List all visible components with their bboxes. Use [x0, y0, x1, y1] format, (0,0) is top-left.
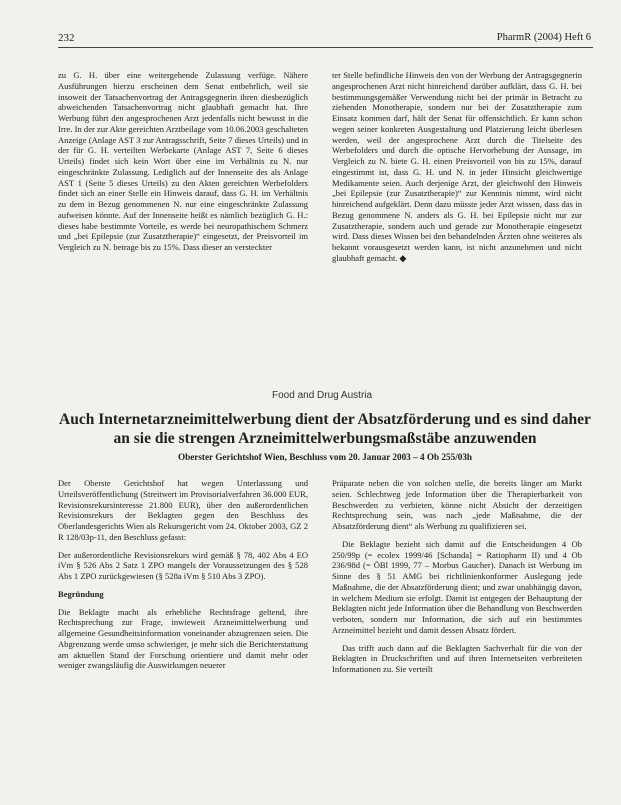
journal-reference: PharmR (2004) Heft 6	[496, 32, 591, 43]
top-left-column	[58, 70, 308, 360]
paragraph-text: ter Stelle befindliche Hinweis den von der Werbung der Antragsgegnerin angesprochenen Arzt nicht hinreichend darüber aufklärt, dass G. H. bei bestimmungsgemäßer Verwendung nicht bei der primär in Betracht zu ziehenden Monotherapie, sondern nur bei der Zusatztherapie zum Einsatz kommen darf, hält der Senat für offensichtlich. Er kann schon wegen seiner konkreten Ausgestaltung und Platzierung leicht überlesen werden, weil der angesprochene Arzt durch die Titelseite des Werbefolders und durch die optische Hervorhebung der Aussage, im Vergleich zu N. biete G. H. einen Preisvorteil von bis zu 15%, darauf eingestimmt ist, dass G. H. und N. in jeder Hinsicht gleichwertige Medikamente seien. Auch derjenige Arzt, der gleichwohl den Hinweis „bei Epilepsie (zur Zusatztherapie)“ zur Kenntnis nimmt, wird nicht hinreichend aufgeklärt. Denn dazu müsste jeder Arzt wissen, dass das in Bezug genommene N. anders als G. H. bei Epilepsie nicht nur zur Zusatztherapie, sondern auch und gerade zur Monotherapie eingesetzt wird. Dass dieses Wissen bei den behandelnden Ärzten ohne weiteres als bekannt vorausgesetzt werden kann, ist nicht anzunehmen und nicht glaubhaft gemacht.	[332, 70, 582, 263]
article-title: Auch Internetarzneimittelwerbung dient der Absatzförderung und es sind daher an sie die strengen Arzneimittelwerbungsmaßstäbe anzuwenden	[59, 411, 591, 447]
paragraph: Das trifft auch dann auf die Beklagten Sachverhalt für die von der Beklagten in Druckschriften und auf ihren Internetseiten verbreiteten Informationen zu. Sie verteilt	[332, 642, 582, 674]
paragraph	[332, 70, 582, 264]
bottom-right-column	[332, 478, 582, 798]
page-number: 232	[58, 32, 75, 44]
section-heading: Begründung	[58, 588, 104, 599]
paragraph: zu G. H. über eine weitergehende Zulassung verfüge. Nähere Ausführungen hierzu erscheinen dem Senat entbehrlich, weil sie insoweit der Tatsachenvortrag der Antragsgegnerin ihren diesbezüglich abweichenden Tatsachenvortrag nicht glaubhaft gemacht hat. Ihre Werbung führt den angesprochenen Arzt jedenfalls nicht bewusst in die Irre. In der zur Akte gereichten Arztbeilage vom 10.06.2003 geschalteten Anzeige (Anlage AST 3 zur Antragsschrift, Seite 7 dieses Urteils) und in der für G. H. verteilten Werbekarte (Anlage AST 7, Seite 6 dieses Urteils) findet sich kein Wort über eine im Verhältnis zu N. nur eingeschränkte Zulassung. Lediglich auf der Innenseite des als Anlage AST 1 (Seite 5 dieses Urteils) zu den Akten gereichten Werbefolders findet sich an einer Stelle ein Hinweis darauf, dass G. H. im Verhältnis zu dem in Bezug genommenen N. nur eine eingeschränkte Zulassung aufweisen könnte. Auf der Innenseite heißt es nämlich bezüglich G. H.: dieses habe bestimmte Vorteile, es werde bei neuropathischem Schmerz und „bei Epilepsie (zur Zusatztherapie)“ eingesetzt, der Preisvorteil im Vergleich zu N. betrage bis zu 15%. Dass dieser an versteckter	[58, 70, 308, 252]
paragraph: Präparate neben die von solchen stelle, die bereits länger am Markt seien. Schlechtweg jede Information über die Therapierbarkeit von Beschwerden zu verbieten, könne nicht Absicht der derzeitigen Rechtsprechung sein, was nach „jede Maßnahme, die der Absatzförderung dient“ als Werbung zu qualifizieren sei.	[332, 478, 582, 531]
paragraph: Die Beklagte bezieht sich damit auf die Entscheidungen 4 Ob 250/99p (= ecolex 1999/46 [Schanda] = Ratiopharm II) und 4 Ob 236/98d (= ÖBl 1999, 77 – Morbus Gaucher). Danach ist Werbung im Sinne des § 51 AMG bei richtlinienkonformer Auslegung jede Maßnahme, die der Absatzförderung dient; und zwar unabhängig davon, in welchem Medium sie erfolgt. Damit ist entgegen der Behauptung der Beklagten nicht jede Information über die Behandlung von Beschwerden verboten, sondern nur Information, die sich auf ein bestimmtes Arzneimittel bezieht und damit dessen Absatz fördert.	[332, 538, 582, 635]
body-paragraph: Die Beklagte macht als erhebliche Rechtsfrage geltend, ihre Rechtsprechung zur Frage, inwieweit Arzneimittelwerbung und allgemeine Gesundheitsinformation voneinander abzugrenzen seien. Die Abgrenzung werde umso schwieriger, je mehr sich die Berichterstattung am aktuellen Stand der Forschung orientiere und damit mehr oder weniger zwangsläufig die Auswirkungen neuerer	[58, 606, 308, 671]
decision-paragraph: Der außerordentliche Revisionsrekurs wird gemäß § 78, 402 Abs 4 EO iVm § 526 Abs 2 Satz 1 ZPO mangels der Voraussetzungen des § 528 Abs 1 ZPO zurückgewiesen (§ 528a iVm § 510 Abs 3 ZPO).	[58, 549, 308, 581]
intro-paragraph: Der Oberste Gerichtshof hat wegen Unterlassung und Urteilsveröffentlichung (Streitwert im Provisorialverfahren 36.000 EUR, Revisionsrekursinteresse 21.800 EUR), über den außerordentlichen Revisionsrekurs der Beklagten gegen den Beschluss des Oberlandesgerichts Wien als Rekursgericht vom 24. Oktober 2003, GZ 2 R 128/03p-11, den Beschluss gefasst:	[58, 478, 308, 542]
header-rule	[58, 47, 593, 48]
section-label: Food and Drug Austria	[272, 390, 373, 401]
bottom-left-column	[58, 478, 308, 798]
article-subtitle: Oberster Gerichtshof Wien, Beschluss vom 20. Januar 2003 – 4 Ob 255/03h	[177, 452, 473, 462]
end-mark: ◆	[399, 252, 407, 263]
top-right-column	[332, 70, 582, 360]
